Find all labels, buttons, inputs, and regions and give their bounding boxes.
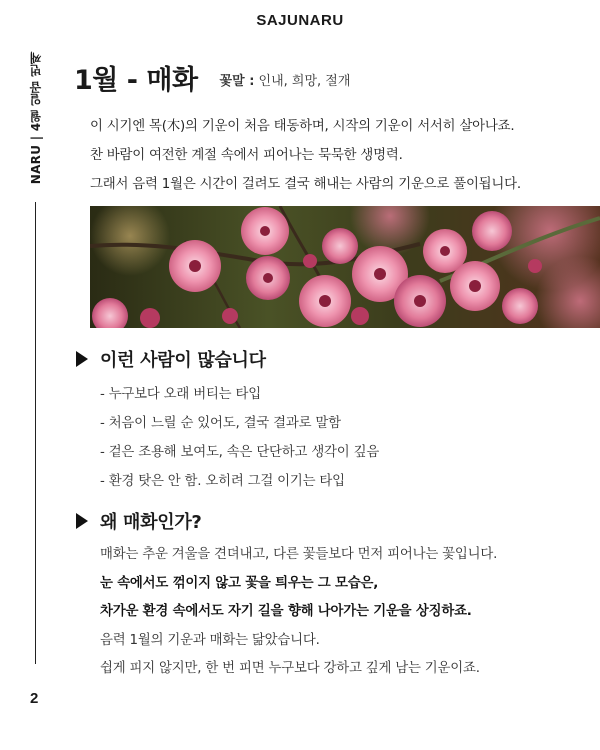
page-header — [74, 58, 350, 97]
why-plum-paragraph — [100, 541, 497, 684]
paragraph-line-bold: 눈 속에서도 꺾이지 않고 꽃을 틔우는 그 모습은, — [100, 575, 379, 591]
flower-language-value: 인내, 희망, 절개 — [258, 74, 351, 89]
brand-title: SAJUNARU — [256, 12, 344, 29]
page-title: 1월 - 매화 — [74, 65, 198, 96]
section-heading-text: 이런 사람이 많습니다 — [100, 350, 266, 371]
page-number: 2 — [30, 690, 39, 707]
flower-language-label: 꽃말 : — [219, 74, 255, 89]
intro-line: 이 시기엔 목(木)의 기운이 처음 태동하며, 시작의 기운이 서서히 살아나죠. — [90, 119, 515, 134]
side-running-label: NARU | 4월 일곱 번째 — [29, 52, 43, 185]
section-heading-people — [76, 346, 266, 372]
paragraph-line: 음력 1월의 기운과 매화는 닮았습니다. — [100, 632, 320, 648]
paragraph-line-bold: 차가운 환경 속에서도 자기 길을 향해 나아가는 기운을 상징하죠. — [100, 604, 472, 619]
paragraph-line: 쉽게 피지 않지만, 한 번 피면 누구보다 강하고 깊게 남는 기운이죠. — [100, 661, 480, 676]
flower-language — [220, 70, 351, 89]
side-divider-line — [35, 202, 36, 664]
triangle-right-icon — [76, 351, 88, 367]
section-heading-text: 왜 매화인가? — [100, 512, 202, 533]
intro-paragraph — [90, 112, 580, 199]
trait-list — [100, 380, 379, 496]
triangle-right-icon — [76, 513, 88, 529]
intro-line: 찬 바람이 여전한 계절 속에서 피어나는 묵묵한 생명력. — [90, 148, 403, 163]
section-heading-why — [76, 508, 202, 534]
intro-line: 그래서 음력 1월은 시간이 걸려도 결국 해내는 사람의 기운으로 풀이됩니다. — [90, 177, 521, 192]
list-item: - 처음이 느릴 순 있어도, 결국 결과로 말함 — [100, 416, 341, 431]
list-item: - 겉은 조용해 보여도, 속은 단단하고 생각이 깊음 — [100, 445, 380, 460]
list-item: - 환경 탓은 안 함. 오히려 그걸 이기는 타입 — [100, 474, 345, 489]
paragraph-line: 매화는 추운 겨울을 견뎌내고, 다른 꽃들보다 먼저 피어나는 꽃입니다. — [100, 547, 498, 562]
list-item: - 누구보다 오래 버티는 타입 — [100, 387, 261, 402]
plum-blossom-photo — [90, 206, 600, 328]
